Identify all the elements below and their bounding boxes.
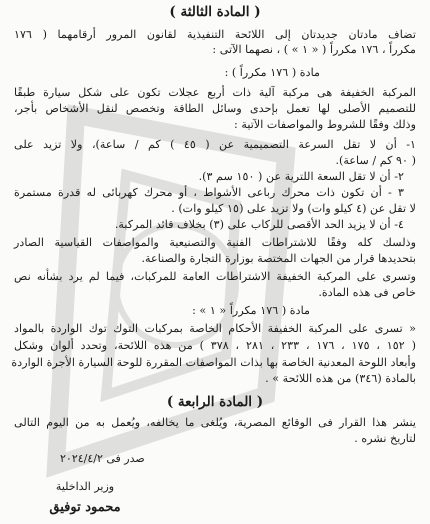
- body-line: وأبعاد اللوحة المعدنية الخاصة بها بذات المواصفات المقررة للوحة السيارة الأجرة الواردة: [11, 356, 416, 369]
- body-line: ( ١٥٢ ، ١٧٥ ، ١٧٦ ، ٢٣٣ ، ٢٨١ ، ٣٧٨ ) من هذه اللائحة، وتحدد ألوان وشكل: [14, 339, 416, 352]
- body-line: مكرراً ، ١٧٦ مكرراً ( « ١ » ) ، نصهما الآتى :: [212, 43, 416, 56]
- body-line: لتاريخ نشره .: [354, 432, 416, 445]
- article-176-bis-label: مادة ( ١٧٦ مكرراً ) :: [224, 66, 320, 79]
- signatory-name: محمود توفيق: [49, 500, 121, 515]
- body-line: « تسرى على المركبة الخفيفة الأحكام الخاصة بمركبات التوك توك الواردة بالمواد: [14, 322, 416, 335]
- body-line: وذلسك كله وفقًا للاشتراطات الفنية والتصنيعية والمواصفات القياسية الصادر: [14, 236, 416, 249]
- body-line: وذلك وفقًا للشروط والمواصفات الآتية :: [234, 118, 416, 131]
- body-line: ينشر هذا القرار فى الوقائع المصرية، ويُلغى ما يخالفه، ويُعمل به من اليوم التالى: [14, 416, 416, 429]
- signatory-title: وزير الداخلية: [55, 480, 115, 493]
- list-item-1: ١- أن لا تقل السرعة التصميمية عن ( ٤٥ ) كم / ساعة)، ولا تزيد على: [14, 138, 416, 151]
- article-176-bis-1-label: مادة ( ١٧٦ مكرراً « ١ » :: [192, 304, 310, 317]
- list-item-1-cont: ( ٩٠ كم / ساعة).: [335, 154, 416, 167]
- body-line: للتصميم الأصلى لها تعمل بإحدى وسائل الطاقة وتخصص لنقل الأشخاص بأجر،: [14, 102, 416, 115]
- article-4-heading: ( المادة الرابعة ): [166, 394, 264, 410]
- list-item-4: ٤- أن لا يزيد الحد الأقصى للركاب على (٣) بخلاف قائد المركبة.: [114, 218, 404, 231]
- list-item-3-cont: لا تقل عن (٤ كيلو وات) ولا تزيد على (١٥ كيلو وات) .: [171, 202, 416, 215]
- body-line: وتسرى على المركبة الخفيفة الاشتراطات العامة للمركبات، فيما لم يرد بشأنه نص: [14, 270, 416, 283]
- article-3-heading: ( المادة الثالثة ): [169, 4, 261, 20]
- body-line: تضاف مادتان جديدتان إلى اللائحة التنفيذية لقانون المرور أرقامهما ( ١٧٦: [14, 28, 416, 41]
- body-line: بالمادة (٣٤٦) من هذه اللائحة » .: [265, 372, 416, 385]
- list-item-2: ٢- أن لا تقل السعة اللترية عن ( ١٥٠ سم ٣).: [198, 170, 404, 183]
- issue-date: صدر فى ٢٠٢٤/٤/٢: [60, 452, 145, 465]
- body-line: المركبة الخفيفة هى مركبة آلية ذات أربع عجلات تكون على شكل سيارة طبقًا: [14, 86, 416, 99]
- body-line: خاص فى هذه المادة.: [318, 286, 416, 299]
- body-line: بتحديدها قرار من الجهات المختصة بوزارة التجارة والصناعة.: [141, 252, 416, 265]
- list-item-3: ٣ - أن تكون ذات محرك رباعى الأشواط ، أو محرك كهربائى له قدرة مستمرة: [14, 186, 404, 199]
